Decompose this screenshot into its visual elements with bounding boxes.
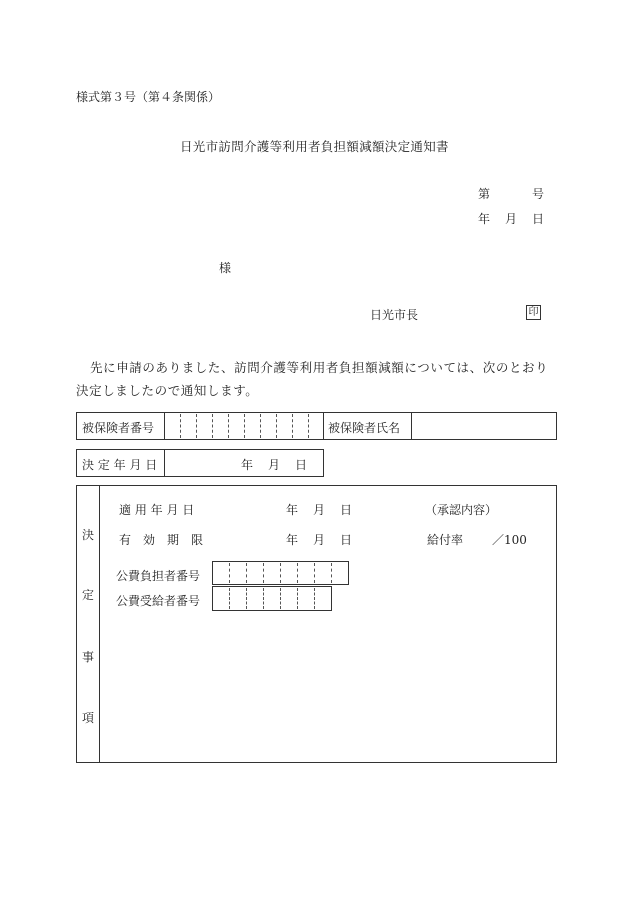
payer-label: 公費負担者番号 <box>116 569 201 583</box>
cell-divider <box>280 588 281 609</box>
insured-name-label: 被保険者氏名 <box>328 421 401 435</box>
cell-divider <box>292 414 293 438</box>
cell-divider <box>276 414 277 438</box>
divider <box>164 412 165 440</box>
decision-date-label: 決 定 年 月 日 <box>82 458 158 472</box>
date-month: 月 <box>505 212 518 226</box>
cell-divider <box>212 414 213 438</box>
cell-divider <box>180 414 181 438</box>
valid-label: 有 効 期 限 <box>119 533 204 547</box>
decision-date-month: 月 <box>268 458 281 472</box>
addressee-suffix: 様 <box>219 261 232 275</box>
cell-divider <box>244 414 245 438</box>
cell-divider <box>246 563 247 583</box>
divider <box>323 412 324 440</box>
cell-divider <box>314 588 315 609</box>
cell-divider <box>297 588 298 609</box>
cell-divider <box>331 563 332 583</box>
form-number: 様式第３号（第４条関係） <box>76 90 221 104</box>
cell-divider <box>260 414 261 438</box>
apply-month: 月 <box>313 503 326 517</box>
cell-divider <box>229 563 230 583</box>
divider <box>99 485 100 763</box>
cell-divider <box>246 588 247 609</box>
issuer: 日光市長 <box>370 308 419 322</box>
decision-date-day: 日 <box>295 458 308 472</box>
seal-mark: 印 <box>526 305 541 320</box>
cell-divider <box>196 414 197 438</box>
page-title: 日光市訪問介護等利用者負担額減額決定通知書 <box>180 139 449 154</box>
recipient-label: 公費受給者番号 <box>116 594 201 608</box>
body-line-2: 決定しましたので通知します。 <box>76 383 259 398</box>
decision-date-year: 年 <box>241 458 254 472</box>
valid-year: 年 <box>286 533 299 547</box>
date-year: 年 <box>478 212 491 226</box>
apply-year: 年 <box>286 503 299 517</box>
cell-divider <box>228 414 229 438</box>
divider <box>164 449 165 477</box>
cell-divider <box>229 588 230 609</box>
body-line-1: 先に申請のありました、訪問介護等利用者負担額減額については、次のとおり <box>90 360 549 375</box>
cell-divider <box>263 563 264 583</box>
decision-box <box>76 485 557 763</box>
divider <box>411 412 412 440</box>
benefit-rate-label: 給付率 <box>427 533 464 547</box>
approval-label: （承認内容） <box>425 503 498 517</box>
side-label-1: 決 <box>81 528 94 542</box>
insured-number-label: 被保険者番号 <box>82 421 155 435</box>
side-label-2: 定 <box>81 588 94 602</box>
apply-day: 日 <box>340 503 353 517</box>
apply-date-label: 適 用 年 月 日 <box>119 503 195 517</box>
cell-divider <box>308 414 309 438</box>
side-label-3: 事 <box>81 650 94 664</box>
valid-month: 月 <box>313 533 326 547</box>
valid-day: 日 <box>340 533 353 547</box>
side-label-4: 項 <box>81 711 94 725</box>
benefit-rate-value: ／100 <box>492 533 527 547</box>
cell-divider <box>263 588 264 609</box>
doc-no-go: 号 <box>532 187 545 201</box>
insured-name-field[interactable] <box>414 419 552 435</box>
date-day: 日 <box>532 212 545 226</box>
cell-divider <box>314 563 315 583</box>
cell-divider <box>297 563 298 583</box>
cell-divider <box>280 563 281 583</box>
doc-no-dai: 第 <box>478 187 491 201</box>
